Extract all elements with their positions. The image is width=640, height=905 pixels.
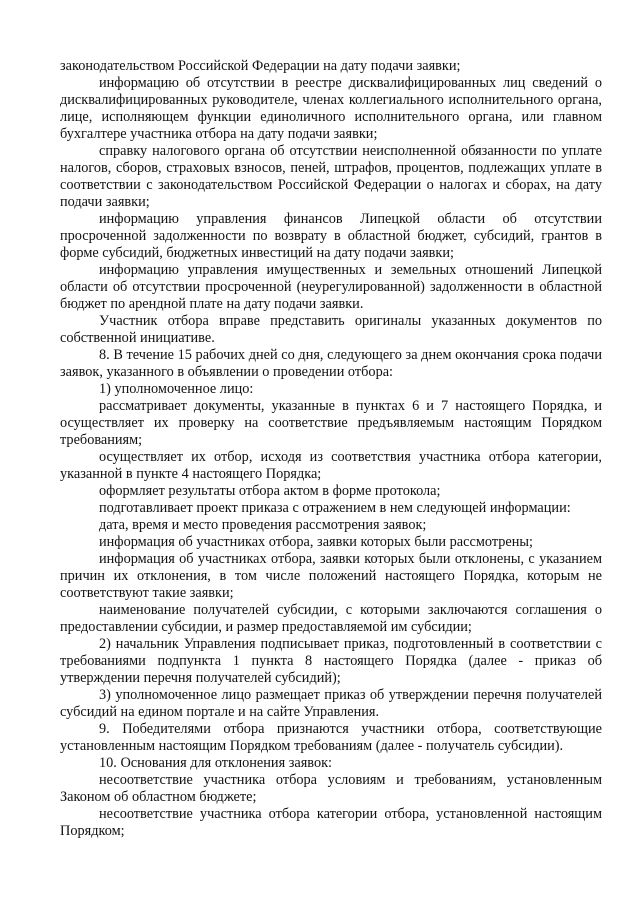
paragraph: информацию управления имущественных и земельных отношений Липецкой области об отсутствии просроченной (неурегулированной) задолженности в областной бюджет по арендной плате на дату подачи заявки. xyxy=(60,262,602,312)
paragraph: осуществляет их отбор, исходя из соответствия участника отбора категории, указанной в пункте 4 настоящего Порядка; xyxy=(60,449,602,482)
paragraph: информация об участниках отбора, заявки которых были рассмотрены; xyxy=(99,534,533,550)
paragraph: подготавливает проект приказа с отражением в нем следующей информации: xyxy=(99,500,571,516)
paragraph: информация об участниках отбора, заявки которых были отклонены, с указанием причин их отклонения, в том числе положений настоящего Порядка, которым не соответствуют такие заявки; xyxy=(60,551,602,601)
paragraph: дата, время и место проведения рассмотрения заявок; xyxy=(99,517,427,533)
paragraph: 1) уполномоченное лицо: xyxy=(99,381,254,397)
paragraph: наименование получателей субсидии, с которыми заключаются соглашения о предоставлении субсидии, и размер предоставляемой им субсидии; xyxy=(60,602,602,635)
paragraph: оформляет результаты отбора актом в форме протокола; xyxy=(99,483,441,499)
paragraph: рассматривает документы, указанные в пунктах 6 и 7 настоящего Порядка, и осуществляет их проверку на соответствие предъявляемым настоящим Порядком требованиям; xyxy=(60,398,602,448)
paragraph: 8. В течение 15 рабочих дней со дня, следующего за днем окончания срока подачи заявок, указанного в объявлении о проведении отбора: xyxy=(60,347,602,380)
paragraph: несоответствие участника отбора условиям и требованиям, установленным Законом об областном бюджете; xyxy=(60,772,602,805)
paragraph: 9. Победителями отбора признаются участники отбора, соответствующие установленным настоящим Порядком требованиям (далее - получатель субсидии). xyxy=(60,721,602,754)
document-page xyxy=(60,58,602,840)
paragraph: 3) уполномоченное лицо размещает приказ об утверждении перечня получателей субсидий на едином портале и на сайте Управления. xyxy=(60,687,602,720)
paragraph: несоответствие участника отбора категории отбора, установленной настоящим Порядком; xyxy=(60,806,602,839)
paragraph: информацию управления финансов Липецкой области об отсутствии просроченной задолженности по возврату в областной бюджет, субсидий, грантов в форме субсидий, бюджетных инвестиций на дату подачи заявки; xyxy=(60,211,602,261)
paragraph: Участник отбора вправе представить оригиналы указанных документов по собственной инициативе. xyxy=(60,313,602,346)
paragraph: 10. Основания для отклонения заявок: xyxy=(99,755,333,771)
paragraph: законодательством Российской Федерации на дату подачи заявки; xyxy=(60,58,461,74)
paragraph: 2) начальник Управления подписывает приказ, подготовленный в соответствии с требованиями подпункта 1 пункта 8 настоящего Порядка (далее - приказ об утверждении перечня получателей субсидий); xyxy=(60,636,602,686)
paragraph: информацию об отсутствии в реестре дисквалифицированных лиц сведений о дисквалифицированных руководителе, членах коллегиального исполнительного органа, лице, исполняющем функции единоличного исполнительного органа, или главном бухгалтере участника отбора на дату подачи заявки; xyxy=(60,75,602,142)
paragraph: справку налогового органа об отсутствии неисполненной обязанности по уплате налогов, сборов, страховых взносов, пеней, штрафов, процентов, подлежащих уплате в соответствии с законодательством Российской Федерации о налогах и сборах, на дату подачи заявки; xyxy=(60,143,602,210)
